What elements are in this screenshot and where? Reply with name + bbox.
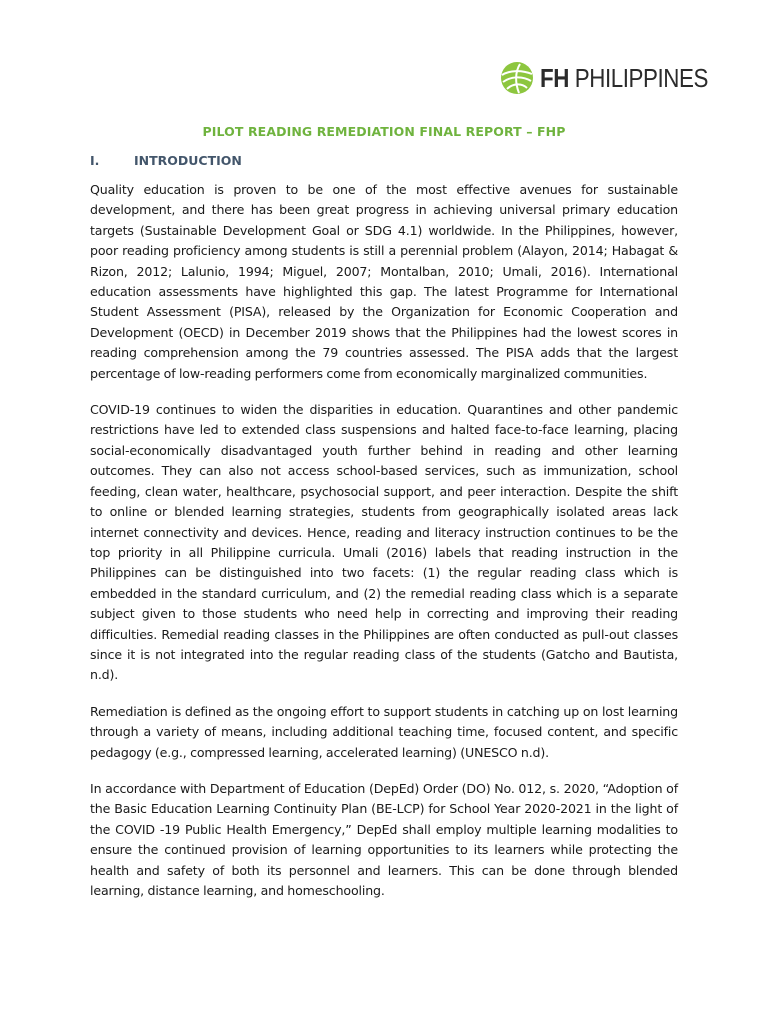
- globe-logo-icon: [500, 61, 534, 95]
- section-number: I.: [90, 153, 100, 168]
- logo-wordmark: [540, 63, 708, 94]
- report-title: PILOT READING REMEDIATION FINAL REPORT – FHP: [202, 124, 566, 139]
- paragraph-4: In accordance with Department of Education (DepEd) Order (DO) No. 012, s. 2020, “Adoption of the Basic Education Learning Continuity Plan (BE-LCP) for School Year 2020-2021 in the light of the COVID -19 Public Health Emergency,” DepEd shall employ multiple learning modalities to ensure the continued provision of learning opportunities to its learners while protecting the health and safety of both its personnel and learners. This can be done through blended learning, distance learning, and homeschooling.: [90, 780, 678, 898]
- paragraph-1: Quality education is proven to be one of the most effective avenues for sustainable development, and there has been great progress in achieving universal primary education targets (Sustainable Development Goal or SDG 4.1) worldwide. In the Philippines, however, poor reading proficiency among students is still a perennial problem (Alayon, 2014; Habagat & Rizon, 2012; Lalunio, 1994; Miguel, 2007; Montalban, 2010; Umali, 2016). International education assessments have highlighted this gap. The latest Programme for International Student Assessment (PISA), released by the Organization for Economic Cooperation and Development (OECD) in December 2019 shows that the Philippines had the lowest scores in reading comprehension among the 79 countries assessed. The PISA adds that the largest percentage of low-reading performers come from economically marginalized communities.: [90, 182, 678, 381]
- section-heading: [90, 153, 242, 168]
- section-title: INTRODUCTION: [134, 153, 242, 168]
- paragraph-2: COVID-19 continues to widen the disparities in education. Quarantines and other pandemic restrictions have led to extended class suspensions and halted face-to-face learning, placing social-economically disadvantaged youth further behind in reading and other learning outcomes. They can also not access school-based services, such as immunization, school feeding, clean water, healthcare, psychosocial support, and peer interaction. Despite the shift to online or blended learning strategies, students from geographically isolated areas lack internet connectivity and devices. Hence, reading and literacy instruction continues to be the top priority in all Philippine curricula. Umali (2016) labels that reading instruction in the Philippines can be distinguished into two facets: (1) the regular reading class which is embedded in the standard curriculum, and (2) the remedial reading class which is a separate subject given to those students who need help in correcting and improving their reading difficulties. Remedial reading classes in the Philippines are often conducted as pull-out classes since it is not integrated into the regular reading class of the students (Gatcho and Bautista, n.d).: [90, 402, 678, 683]
- logo-text-rest: PHILIPPINES: [574, 62, 708, 93]
- fh-philippines-logo: [500, 60, 735, 96]
- logo-text-bold: FH: [540, 62, 569, 93]
- paragraph-3: Remediation is defined as the ongoing effort to support students in catching up on lost learning through a variety of means, including additional teaching time, focused content, and specific pedagogy (e.g., compressed learning, accelerated learning) (UNESCO n.d).: [90, 703, 678, 760]
- body-text: [90, 180, 678, 917]
